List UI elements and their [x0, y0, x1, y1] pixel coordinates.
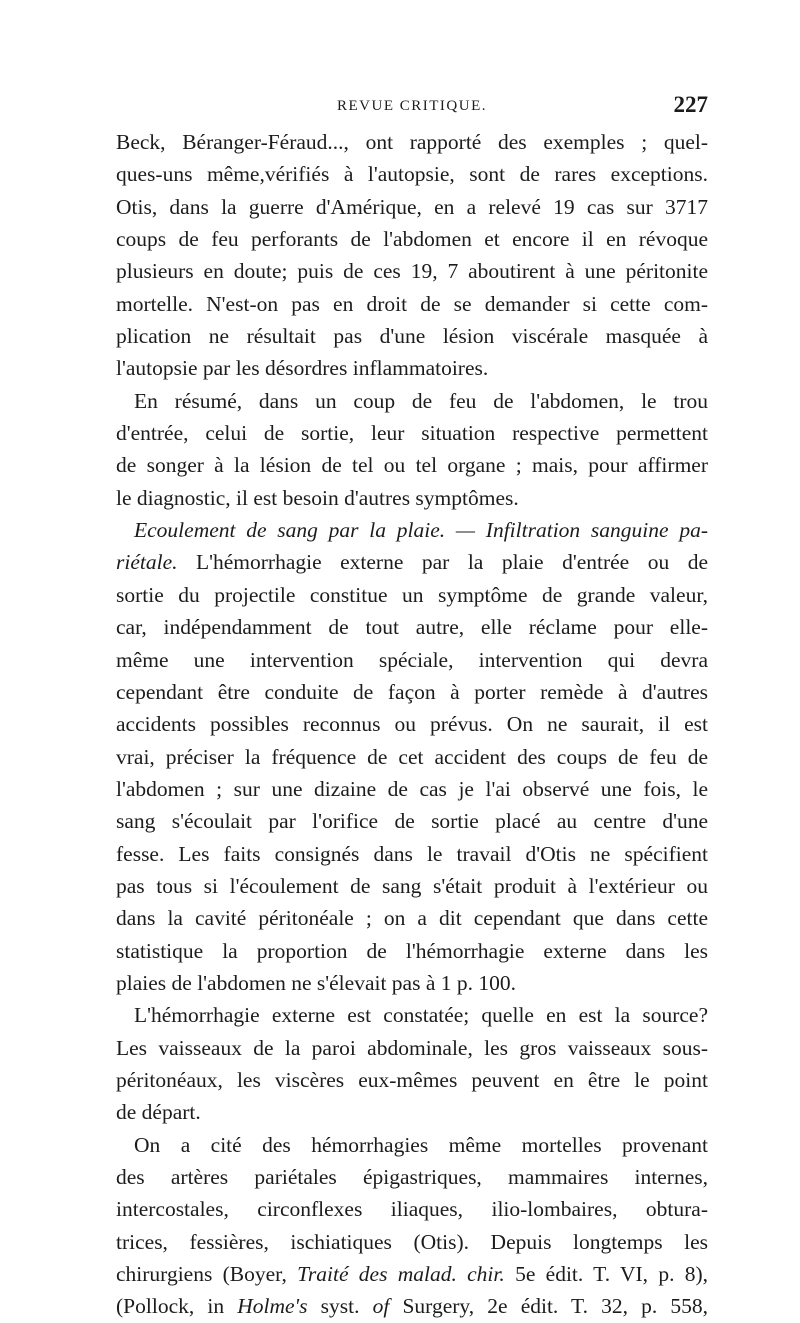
text-line — [116, 935, 708, 967]
text-line — [116, 999, 708, 1031]
text-line — [116, 255, 708, 287]
text-run: Beck, Béranger-Féraud..., ont rapporté des exemples ; quel- — [116, 130, 708, 154]
italic-text: Holme's — [237, 1294, 308, 1319]
text-line — [116, 870, 708, 902]
text-run: Otis, dans la guerre d'Amérique, en a relevé 19 cas sur 3717 — [116, 194, 708, 219]
running-head: REVUE CRITIQUE. — [337, 98, 487, 114]
text-line — [116, 1032, 708, 1064]
text-line — [116, 708, 708, 740]
text-run: plaies de l'abdomen ne s'élevait pas à 1 p. 100. — [116, 970, 517, 995]
text-line — [116, 449, 708, 481]
text-line — [116, 1161, 708, 1193]
text-run: Les vaisseaux de la paroi abdominale, les gros vaisseaux sous- — [116, 1035, 708, 1060]
text-line — [116, 644, 708, 676]
text-line — [116, 676, 708, 708]
text-line — [116, 1129, 708, 1161]
text-line — [116, 385, 708, 417]
text-line — [116, 352, 708, 384]
italic-text: of — [372, 1294, 390, 1319]
text-line — [116, 1290, 708, 1322]
text-run: même une intervention spéciale, intervention qui devra — [116, 647, 708, 672]
text-run: fesse. Les faits consignés dans le travail d'Otis ne spécifient — [116, 841, 708, 866]
text-run: pas tous si l'écoulement de sang s'était produit à l'extérieur ou — [116, 873, 708, 898]
text-run: dans la cavité péritonéale ; on a dit cependant que dans cette — [116, 906, 708, 931]
text-line — [116, 1258, 708, 1290]
text-line — [116, 223, 708, 255]
text-line — [116, 417, 708, 449]
text-run: trices, fessières, ischiatiques (Otis). Depuis longtemps les — [116, 1229, 708, 1254]
text-line — [116, 967, 708, 999]
text-run: l'autopsie par les désordres inflammatoires. — [116, 356, 489, 381]
text-run: de songer à la lésion de tel ou tel organe ; mais, pour affirmer — [116, 453, 708, 478]
text-line — [116, 1226, 708, 1258]
text-run: L'hémorrhagie externe par la plaie d'entrée ou de — [177, 550, 708, 575]
text-line — [116, 288, 708, 320]
text-line — [116, 126, 708, 158]
text-run: L'hémorrhagie externe est constatée; quelle en est la source? — [134, 1003, 708, 1028]
text-run: coups de feu perforants de l'abdomen et encore il en révoque — [116, 227, 708, 252]
text-line — [116, 838, 708, 870]
text-line — [116, 1096, 708, 1128]
text-run: de départ. — [116, 1100, 201, 1125]
italic-text: Ecoulement de sang par la plaie. — Infiltration sanguine pa- — [134, 518, 708, 543]
text-line — [116, 902, 708, 934]
text-run: 5e édit. T. VI, p. 8), — [504, 1262, 709, 1287]
text-line — [116, 611, 708, 643]
text-run: sortie du projectile constitue un symptôme de grande valeur, — [116, 582, 708, 607]
text-line — [116, 158, 708, 190]
text-line — [116, 1064, 708, 1096]
text-run: En résumé, dans un coup de feu de l'abdomen, le trou — [134, 388, 708, 413]
text-run: ques-uns même,vérifiés à l'autopsie, sont de rares exceptions. — [116, 162, 708, 187]
text-run: On a cité des hémorrhagies même mortelles provenant — [134, 1132, 708, 1157]
text-line — [116, 805, 708, 837]
text-line — [116, 773, 708, 805]
text-line — [116, 191, 708, 223]
text-run: le diagnostic, il est besoin d'autres symptômes. — [116, 485, 519, 510]
text-run: car, indépendamment de tout autre, elle réclame pour elle- — [116, 615, 708, 640]
document-page — [116, 92, 708, 1323]
text-run: l'abdomen ; sur une dizaine de cas je l'ai observé une fois, le — [116, 776, 708, 801]
text-run: intercostales, circonflexes iliaques, ilio-lombaires, obtura- — [116, 1197, 708, 1222]
italic-text: riétale. — [116, 550, 178, 575]
text-run: vrai, préciser la fréquence de cet accident des coups de feu de — [116, 744, 708, 769]
text-run: sang s'écoulait par l'orifice de sortie placé au centre d'une — [116, 809, 708, 834]
text-run: plusieurs en doute; puis de ces 19, 7 aboutirent à une péritonite — [116, 259, 708, 284]
text-run: syst. — [307, 1294, 373, 1319]
text-run: Surgery, 2e édit. T. 32, p. 558, — [389, 1294, 708, 1319]
text-run: (Pollock, in — [116, 1294, 238, 1319]
italic-text: Traité des malad. chir. — [297, 1262, 505, 1287]
text-run: péritonéaux, les viscères eux-mêmes peuvent en être le point — [116, 1067, 708, 1092]
text-run: statistique la proportion de l'hémorrhagie externe dans les — [116, 938, 708, 963]
text-line — [116, 514, 708, 546]
text-run: plication ne résultait pas d'une lésion viscérale masquée à — [116, 324, 708, 349]
text-run: mortelle. N'est-on pas en droit de se demander si cette com- — [116, 291, 708, 316]
text-line — [116, 320, 708, 352]
text-run: chirurgiens (Boyer, — [116, 1262, 298, 1287]
text-line — [116, 579, 708, 611]
text-line — [116, 1193, 708, 1225]
page-header — [116, 92, 708, 126]
text-run: des artères pariétales épigastriques, mammaires internes, — [116, 1165, 708, 1189]
text-line — [116, 546, 708, 578]
text-line — [116, 741, 708, 773]
text-run: cependant être conduite de façon à porter remède à d'autres — [116, 679, 708, 704]
page-number: 227 — [673, 92, 708, 117]
text-run: d'entrée, celui de sortie, leur situation respective permettent — [116, 421, 708, 446]
body-text — [116, 126, 708, 1323]
text-run: accidents possibles reconnus ou prévus. On ne saurait, il est — [116, 712, 708, 737]
text-line — [116, 482, 708, 514]
